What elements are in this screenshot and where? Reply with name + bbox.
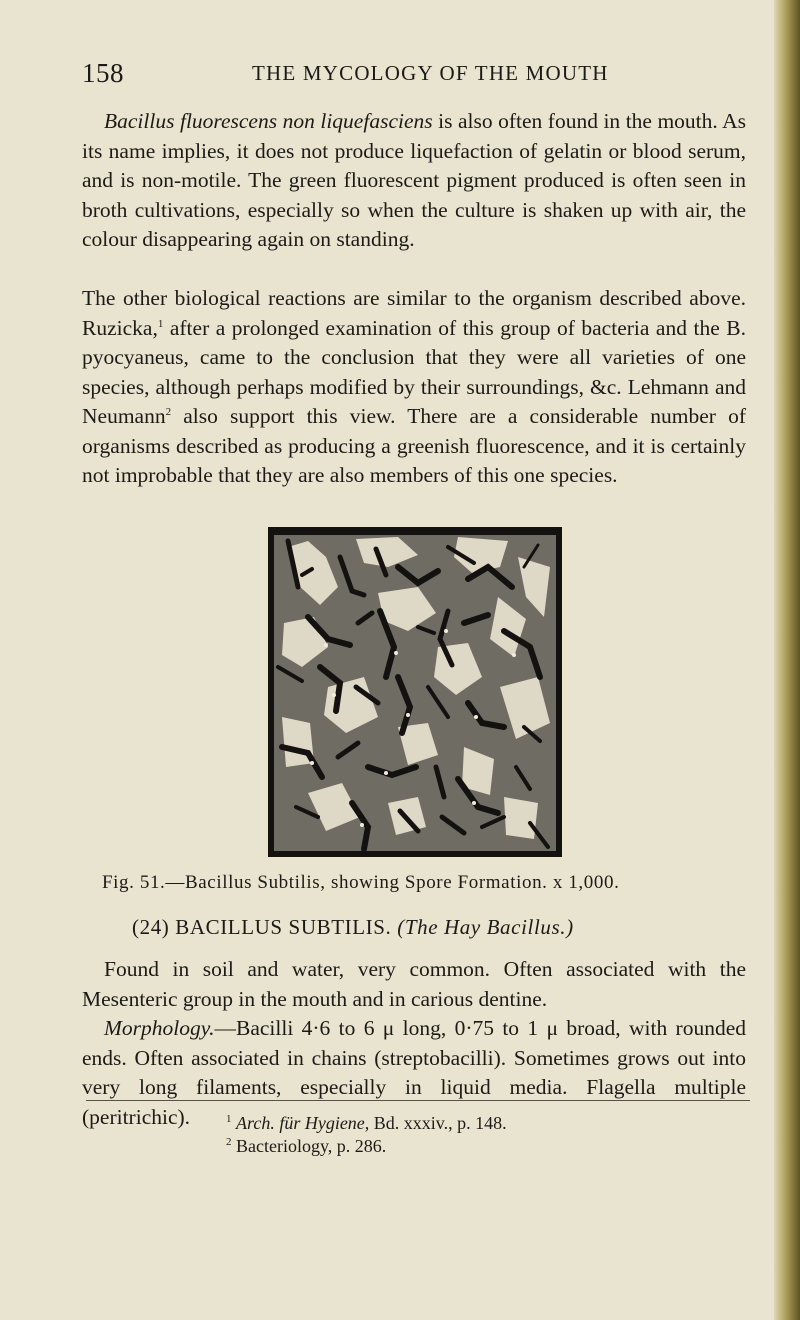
section-heading-text: (24) BACILLUS SUBTILIS. — [132, 915, 392, 939]
paragraph-habitat: Found in soil and water, very common. Often associated with the Mesenteric group in the mouth and in carious dentine. — [82, 957, 746, 1011]
page-edge-shading — [774, 0, 800, 1320]
paragraph-biological-reactions — [82, 284, 746, 491]
footnote-journal: Arch. für Hygiene, — [236, 1113, 370, 1133]
micrograph-figure — [268, 527, 562, 857]
footnote-ref-1: 1 — [157, 317, 164, 330]
paragraph-text-c: also support this view. There are a considerable number of organisms described as producing a greenish fluorescence, and it is certainly not improbable that they are also members of this one species. — [82, 404, 746, 487]
footnotes — [226, 1112, 507, 1158]
section-heading-subtitle: (The Hay Bacillus.) — [397, 915, 574, 939]
footnote-mark: 1 — [226, 1113, 232, 1125]
footnote-1 — [226, 1112, 507, 1135]
page-number: 158 — [82, 58, 124, 88]
paragraph-bacillus-fluorescens — [82, 107, 746, 255]
morphology-label: Morphology. — [104, 1016, 215, 1040]
paragraph-text-a: The other biological reactions are similar to the organism described above. Ruzicka, — [82, 286, 746, 340]
page-header — [82, 58, 762, 92]
footnote-text: Bacteriology, p. 286. — [231, 1136, 387, 1156]
section-heading — [132, 915, 574, 940]
paragraph-text: is also often found in the mouth. As its name implies, it does not produce liquefaction of gelatin or blood serum, and is non-motile. The green fluorescent pigment produced is often seen in broth cultivations, especially so when the culture is shaken up with air, the colour disappearing again on standing. — [82, 109, 746, 251]
footnote-2 — [226, 1135, 507, 1158]
paragraph-text-b: after a prolonged examination of this group of bacteria and the B. pyocyaneus, came to the conclusion that they were all varieties of one species, although perhaps modified by their surroundings, &c. Lehmann and Neumann — [82, 315, 746, 428]
footnote-rule — [86, 1100, 750, 1101]
organism-name: Bacillus fluorescens non liquefasciens — [104, 109, 433, 133]
micrograph-image — [268, 527, 562, 857]
footnote-mark: 2 — [226, 1136, 232, 1148]
running-title: THE MYCOLOGY OF THE MOUTH — [252, 61, 609, 85]
footnote-ref-2: 2 — [165, 405, 172, 418]
figure-caption: Fig. 51.—Bacillus Subtilis, showing Spore Formation. x 1,000. — [102, 872, 620, 893]
paragraph-text: —Bacilli 4·6 to 6 μ long, 0·75 to 1 μ broad, with rounded ends. Often associated in chains (streptobacilli). Sometimes grows out into very long filaments, especially in liquid media. Flagella multiple (peritrichic). — [82, 1016, 746, 1129]
footnote-text: Bd. xxxiv., p. 148. — [369, 1113, 507, 1133]
